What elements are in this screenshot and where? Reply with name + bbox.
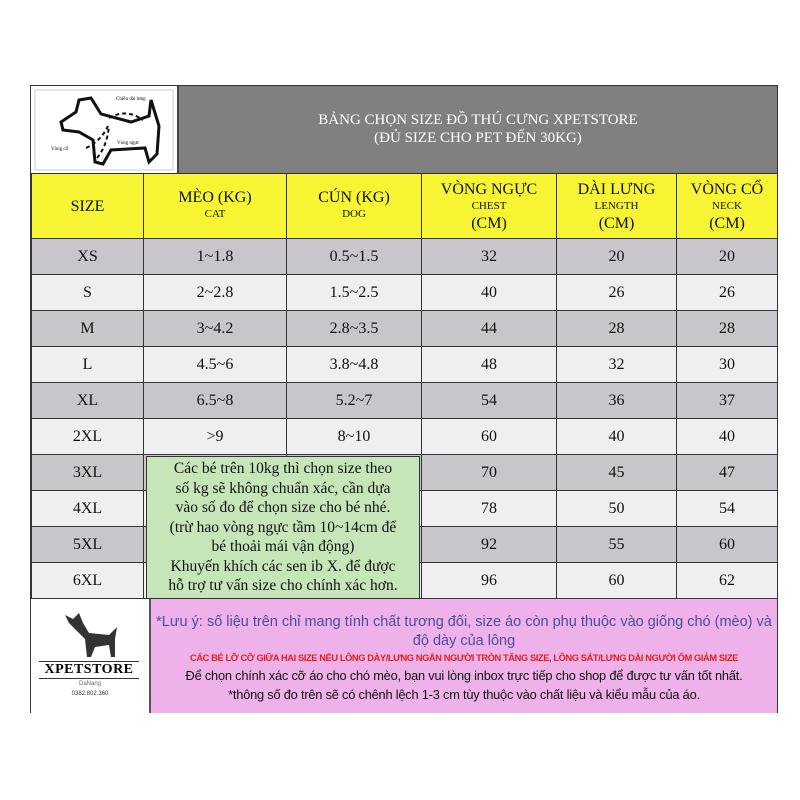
table-cell: 20	[557, 239, 677, 275]
table-cell: 4XL	[32, 491, 144, 527]
dog-measurement-diagram	[31, 86, 179, 173]
note-line: Khuyến khích các sen ib X. để được	[170, 557, 396, 575]
table-cell: XL	[32, 383, 144, 419]
logo-phone: 0382.802.360	[71, 691, 109, 697]
table-cell: 45	[557, 455, 677, 491]
logo-location: DaNang	[78, 681, 101, 687]
table-cell: 44	[422, 311, 557, 347]
table-cell: 1~1.8	[144, 239, 287, 275]
header-main: VÒNG NGỰC	[440, 180, 538, 198]
diagram-label: Vòng ngực	[117, 141, 140, 146]
table-cell: 26	[677, 275, 778, 311]
header-unit: (CM)	[471, 214, 507, 232]
note-contact: Để chọn chính xác cỡ áo cho chó mèo, bạn vui lòng inbox trực tiếp cho shop để được tư vấn tốt nhất.	[185, 668, 743, 683]
chart-header	[31, 86, 777, 173]
table-cell: 37	[677, 383, 778, 419]
footer	[31, 599, 777, 713]
large-pet-note	[146, 456, 420, 599]
table-cell: XS	[32, 239, 144, 275]
table-cell: 60	[422, 419, 557, 455]
table-cell: 47	[677, 455, 778, 491]
note-line: (trừ hao vòng ngực tầm 10~14cm để	[169, 518, 397, 536]
table-row	[32, 311, 778, 347]
xpetstore-logo	[31, 599, 149, 713]
table-cell: 48	[422, 347, 557, 383]
note-line: vào số đo để chọn size cho bé nhé.	[175, 499, 391, 516]
table-cell: 3XL	[32, 455, 144, 491]
table-cell: 5.2~7	[287, 383, 422, 419]
note-warning: CÁC BÉ LỠ CỠ GIỮA HAI SIZE NẾU LÔNG DÀY/LƯNG NGẮN NGƯỜI TRÒN TĂNG SIZE, LÔNG SÁT/LƯNG DÀI NGƯỜI ỐM GIẢM SIZE	[190, 653, 738, 663]
column-header	[144, 174, 287, 239]
table-cell: 54	[422, 383, 557, 419]
table-cell: M	[32, 311, 144, 347]
diagram-label: Vòng cổ	[51, 147, 69, 152]
diagram-label: Chiều dài lưng	[116, 97, 146, 102]
note-line: số kg sẽ không chuẩn xác, cần dựa	[175, 479, 391, 497]
header-sub: DOG	[342, 208, 366, 220]
table-cell: 4.5~6	[144, 347, 287, 383]
table-cell: 40	[422, 275, 557, 311]
table-cell: >9	[144, 419, 287, 455]
table-row	[32, 383, 778, 419]
table-row	[32, 419, 778, 455]
table-cell: 3~4.2	[144, 311, 287, 347]
table-cell: 36	[557, 383, 677, 419]
table-cell: 32	[557, 347, 677, 383]
header-main: VÒNG CỔ	[690, 180, 764, 198]
column-header	[287, 174, 422, 239]
header-main: CÚN (KG)	[318, 189, 390, 206]
table-cell: 8~10	[287, 419, 422, 455]
table-cell: 5XL	[32, 527, 144, 563]
header-unit: (CM)	[598, 214, 635, 232]
column-header	[32, 174, 144, 239]
size-chart	[30, 85, 778, 713]
header-main: SIZE	[70, 197, 105, 215]
table-cell: 3.8~4.8	[287, 347, 422, 383]
table-cell: 28	[557, 311, 677, 347]
header-sub: LENGTH	[594, 199, 639, 212]
note-line: Các bé trên 10kg thì chọn size theo	[173, 460, 393, 477]
table-cell: 54	[677, 491, 778, 527]
table-row	[32, 347, 778, 383]
table-cell: 96	[422, 563, 557, 599]
table-cell: S	[32, 275, 144, 311]
table-cell: 26	[557, 275, 677, 311]
header-main: MÈO (KG)	[178, 189, 252, 206]
table-cell: 70	[422, 455, 557, 491]
notes-box	[149, 599, 777, 713]
note-tolerance: *thông số đo trên sẽ có chênh lệch 1-3 cm tùy thuộc vào chất liệu và kiểu mẫu của áo.	[228, 687, 700, 702]
note-line: bé thoải mái vận động)	[211, 538, 355, 555]
note-disclaimer: *Lưu ý: số liệu trên chỉ mang tính chất tương đối, size áo còn phụ thuộc vào giống chó (mèo) và độ dày của lông	[156, 614, 772, 649]
table-cell: 30	[677, 347, 778, 383]
header-unit: (CM)	[709, 214, 745, 232]
table-cell: 20	[677, 239, 778, 275]
table-cell: 2XL	[32, 419, 144, 455]
note-line: hỗ trợ tư vấn size cho chính xác hơn.	[168, 577, 398, 594]
table-cell: 32	[422, 239, 557, 275]
table-cell: 2~2.8	[144, 275, 287, 311]
dog-cat-silhouette-icon	[31, 599, 149, 661]
table-cell: 6XL	[32, 563, 144, 599]
header-main: DÀI LƯNG	[577, 180, 656, 198]
header-sub: NECK	[712, 199, 742, 212]
table-cell: 6.5~8	[144, 383, 287, 419]
table-cell: 92	[422, 527, 557, 563]
dog-outline-icon	[31, 86, 177, 173]
table-cell: 0.5~1.5	[287, 239, 422, 275]
table-cell: 40	[677, 419, 778, 455]
column-header	[677, 174, 778, 239]
title-line: BẢNG CHỌN SIZE ĐỒ THÚ CƯNG XPETSTORE	[318, 112, 638, 128]
column-header	[422, 174, 557, 239]
table-cell: 55	[557, 527, 677, 563]
table-row	[32, 239, 778, 275]
title-subline: (ĐỦ SIZE CHO PET ĐẾN 30KG)	[374, 130, 582, 146]
table-cell: 28	[677, 311, 778, 347]
table-cell: 60	[557, 563, 677, 599]
logo-name: XPETSTORE	[39, 661, 139, 679]
table-cell: 2.8~3.5	[287, 311, 422, 347]
table-row	[32, 275, 778, 311]
table-header-row	[32, 174, 778, 239]
table-cell: 40	[557, 419, 677, 455]
table-cell: 78	[422, 491, 557, 527]
table-cell: L	[32, 347, 144, 383]
table-cell: 60	[677, 527, 778, 563]
table-cell: 1.5~2.5	[287, 275, 422, 311]
header-sub: CHEST	[471, 199, 507, 212]
header-sub: CAT	[204, 208, 226, 220]
table-cell: 50	[557, 491, 677, 527]
table-cell: 62	[677, 563, 778, 599]
column-header	[557, 174, 677, 239]
page-title	[179, 86, 777, 173]
